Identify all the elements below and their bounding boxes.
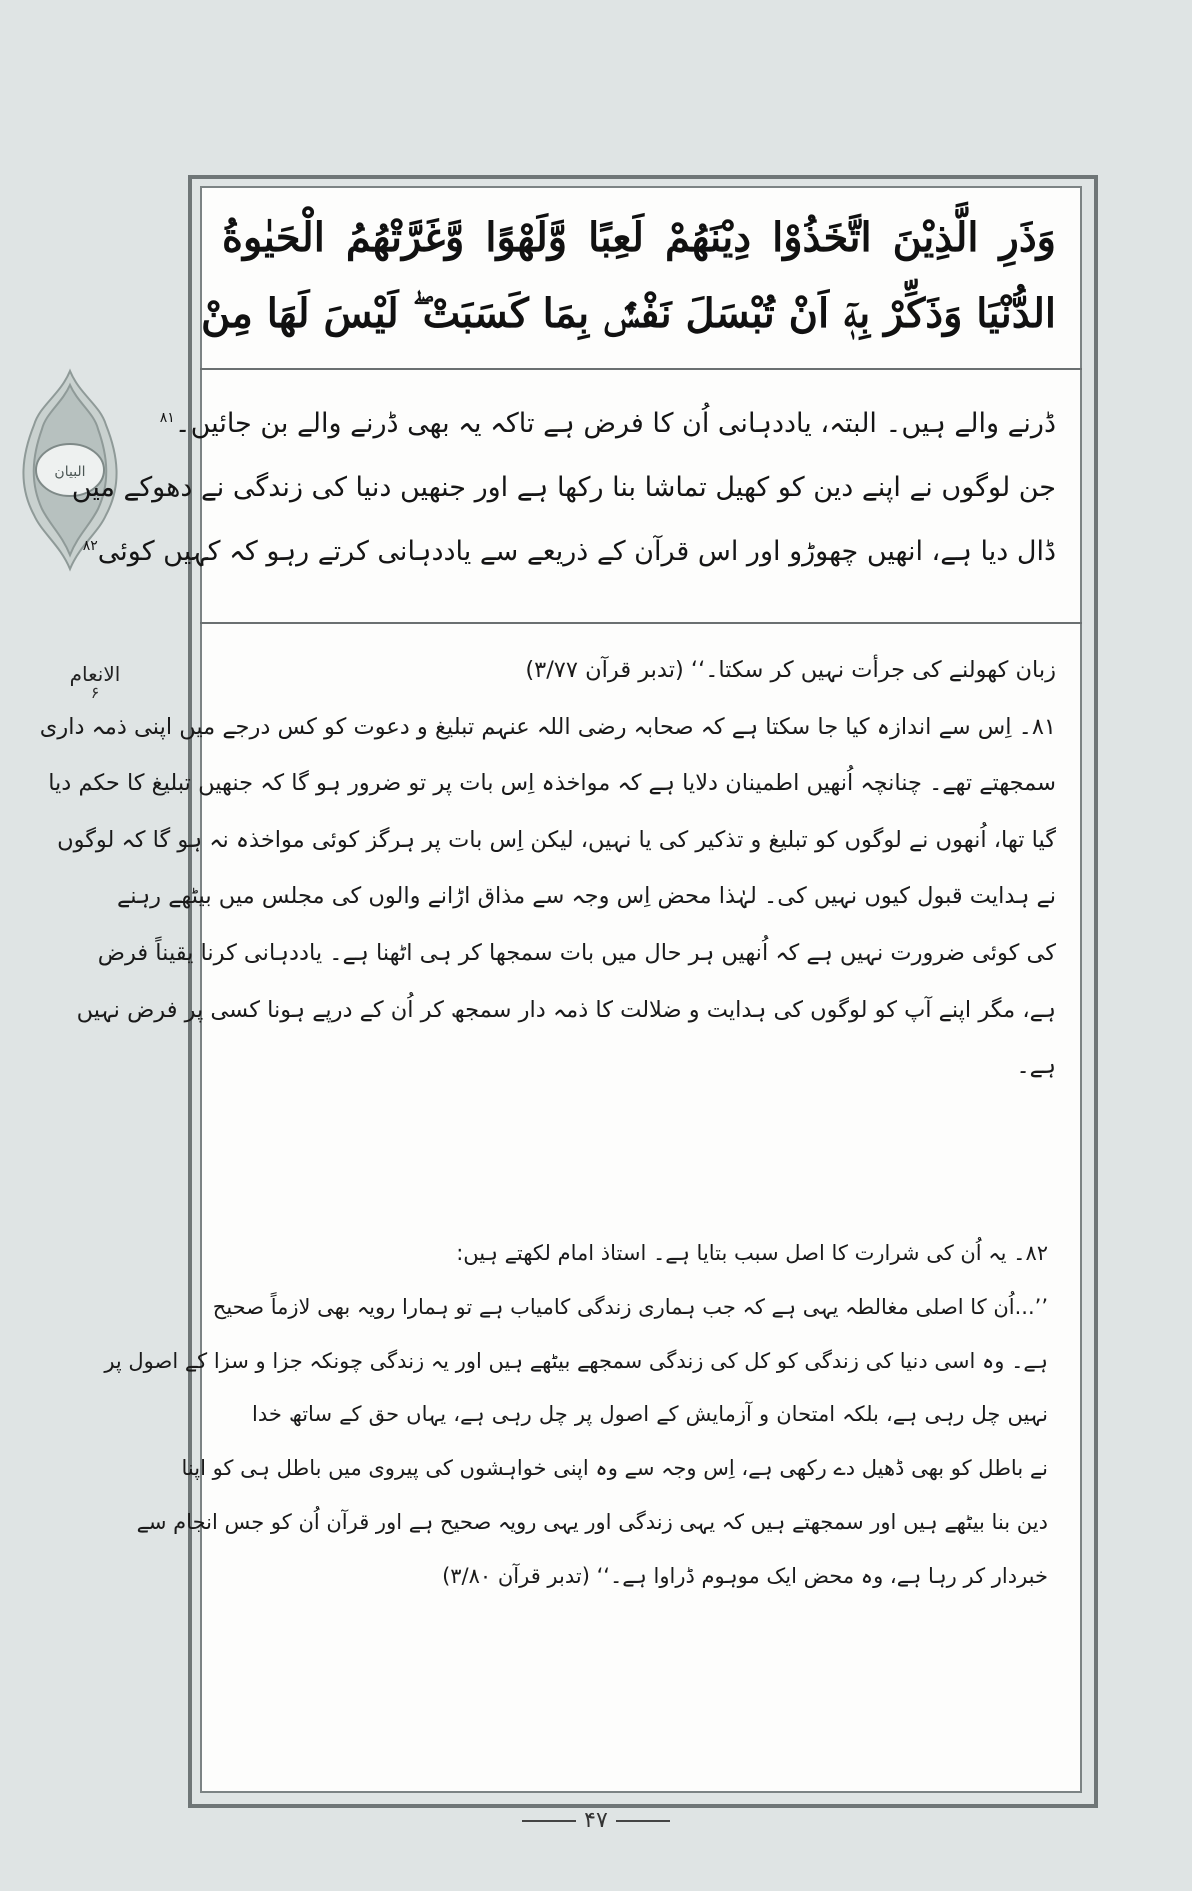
translation-line: جن لوگوں نے اپنے دین کو کھیل تماشا بنا رکھا ہے اور جنھیں دنیا کی زندگی نے دھوکے میں [71,472,1056,503]
translation-line [159,392,1056,456]
verse-line: وَذَرِ الَّذِيْنَ اتَّخَذُوْا دِيْنَهُمْ لَعِبًا وَّلَهْوًا وَّغَرَّتْهُمُ الْحَيٰوةُ [222,214,1056,261]
surah-marker [60,662,130,700]
translation-line [82,520,1056,584]
ornament-title: البیان [54,464,86,480]
translation [71,392,1056,584]
note-line: ہے، مگر اپنے آپ کو لوگوں کی ہدایت و ضلالت کا ذمہ دار سمجھ کر اُن کے درپے ہونا کسی پر فرض نہیں [76,996,1056,1023]
quote-line: ’’...اُن کا اصلی مغالطہ یہی ہے کہ جب ہماری زندگی کامیاب ہے تو ہمارا رویہ بھی لازماً صحیح [212,1294,1048,1319]
page-number-rule [616,1820,670,1822]
page-number-text: ۴۷ [584,1808,608,1833]
quote-line: نے باطل کو بھی ڈھیل دے رکھی ہے، اِس وجہ سے وہ اپنی خواہشوں کی پیروی میں باطل ہی کو اپنا [181,1456,1048,1481]
quote-heading: ۸۲۔ یہ اُن کی شرارت کا اصل سبب بتایا ہے۔ استاذ امام لکھتے ہیں: [456,1241,1048,1265]
note-line: ہے۔ [1016,1053,1056,1080]
quotation-block [104,1227,1048,1604]
verse-line: الدُّنْيَا وَذَكِّرْ بِهٖٓ اَنْ تُبْسَلَ نَفْسٌۢ بِمَا كَسَبَتْ ۖ لَيْسَ لَهَا مِنْ [200,290,1056,337]
quote-line: ہے۔ وہ اسی دنیا کی زندگی کو کل کی زندگی سمجھے بیٹھے ہیں اور یہ زندگی چونکہ جزا و سزا کے اصول پر [104,1348,1048,1373]
verse-divider [200,368,1082,370]
note-line: ۸۱۔ اِس سے اندازہ کیا جا سکتا ہے کہ صحابہ رضی اللہ عنہم تبلیغ و دعوت کو کس درجے میں اپنی ذمہ داری [39,713,1056,740]
note-line: نے ہدایت قبول کیوں نہیں کی۔ لہٰذا محض اِس وجہ سے مذاق اڑانے والوں کی مجلس میں بیٹھے رہنے [117,883,1056,910]
note-line: زبان کھولنے کی جرأت نہیں کر سکتا۔‘‘ (تدبر قرآن ۳/۷۷) [525,657,1056,683]
footnote-marker[interactable]: ۸۱ [159,410,175,426]
note-line: کی کوئی ضرورت نہیں ہے کہ اُنھیں ہر حال میں بات سمجھا کر ہی اٹھنا ہے۔ یاددہانی کرنا یقیناً فرض [97,939,1056,966]
page-number [0,1808,1192,1833]
quran-verse [200,200,1056,352]
translation-text: ڈرنے والے ہیں۔ البتہ، یاددہانی اُن کا فرض ہے تاکہ یہ بھی ڈرنے والے بن جائیں۔ [174,408,1056,439]
quote-line: دین بنا بیٹھے ہیں اور سمجھتے ہیں کہ یہی زندگی اور یہی رویہ صحیح ہے اور قرآن اُن کو جس انجام سے [136,1509,1048,1534]
footnote-marker[interactable]: ۸۲ [82,538,98,554]
page-number-rule [522,1820,576,1822]
translation-divider [200,622,1082,624]
surah-name: الانعام [69,662,121,686]
quote-line: نہیں چل رہی ہے، بلکہ امتحان و آزمایش کے اصول پر چل رہی ہے، یہاں حق کے ساتھ خدا [252,1402,1048,1427]
note-line: گیا تھا، اُنھوں نے لوگوں کو تبلیغ و تذکیر کی یا نہیں، لیکن اِس بات پر ہرگز کوئی مواخذہ نہ ہو گا کہ لوگوں [57,826,1056,853]
translation-text: ڈال دیا ہے، انھیں چھوڑو اور اس قرآن کے ذریعے سے یاددہانی کرتے رہو کہ کہیں کوئی [97,536,1056,567]
quote-line: خبردار کر رہا ہے، وہ محض ایک موہوم ڈراوا ہے۔‘‘ (تدبر قرآن ۳/۸۰) [442,1563,1048,1588]
surah-number: ۶ [90,683,100,702]
note-line: سمجھتے تھے۔ چنانچہ اُنھیں اطمینان دلایا ہے کہ مواخذہ اِس بات پر تو ضرور ہو گا کہ جنھیں تبلیغ کا حکم دیا [48,770,1056,797]
